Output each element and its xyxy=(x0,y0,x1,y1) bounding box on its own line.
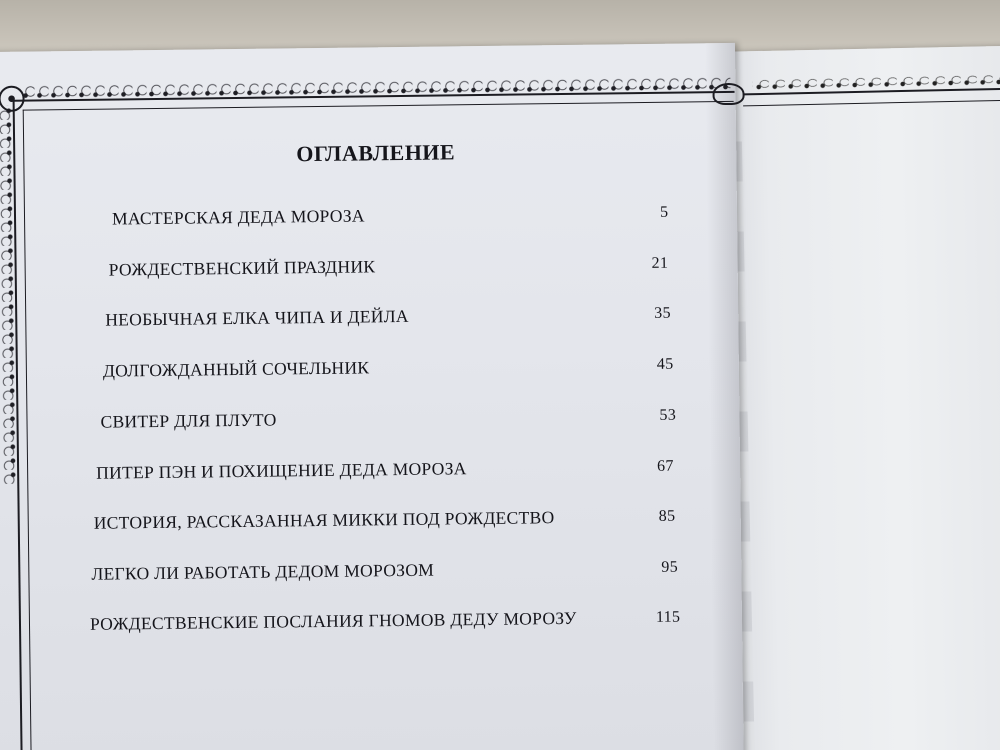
right-page xyxy=(712,46,1000,750)
left-page xyxy=(0,43,744,750)
toc-entry-title: ДОЛГОЖДАННЫЙ СОЧЕЛЬНИК xyxy=(102,357,370,381)
toc-entry-title: МАСТЕРСКАЯ ДЕДА МОРОЗА xyxy=(111,205,365,229)
toc-entry-title: ЛЕГКО ЛИ РАБОТАТЬ ДЕДОМ МОРОЗОМ xyxy=(91,559,435,584)
toc-entry-title: ПИТЕР ПЭН И ПОХИЩЕНИЕ ДЕДА МОРОЗА xyxy=(96,458,467,483)
toc-entry-page: 53 xyxy=(659,406,677,424)
toc-entry-title: НЕОБЫЧНАЯ ЕЛКА ЧИПА И ДЕЙЛА xyxy=(105,305,409,330)
toc-entry-title: РОЖДЕСТВЕНСКИЕ ПОСЛАНИЯ ГНОМОВ ДЕДУ МОРОЗУ xyxy=(89,607,577,634)
toc-entry-page: 21 xyxy=(651,254,669,272)
table-of-contents xyxy=(0,43,744,750)
toc-entry-page: 35 xyxy=(654,304,671,322)
toc-entry-title: СВИТЕР ДЛЯ ПЛУТО xyxy=(100,409,277,432)
toc-entry-page: 85 xyxy=(658,507,676,525)
toc-entry-title: ИСТОРИЯ, РАССКАЗАННАЯ МИККИ ПОД РОЖДЕСТВО xyxy=(93,507,555,533)
toc-entry-page: 95 xyxy=(661,558,679,576)
toc-entry-page: 67 xyxy=(657,457,674,475)
toc-entry-page: 5 xyxy=(659,203,669,221)
toc-title: ОГЛАВЛЕНИЕ xyxy=(296,139,456,167)
toc-entry-page: 45 xyxy=(656,355,674,373)
toc-entry-page: 115 xyxy=(655,608,681,626)
toc-entry-title: РОЖДЕСТВЕНСКИЙ ПРАЗДНИК xyxy=(108,256,376,280)
